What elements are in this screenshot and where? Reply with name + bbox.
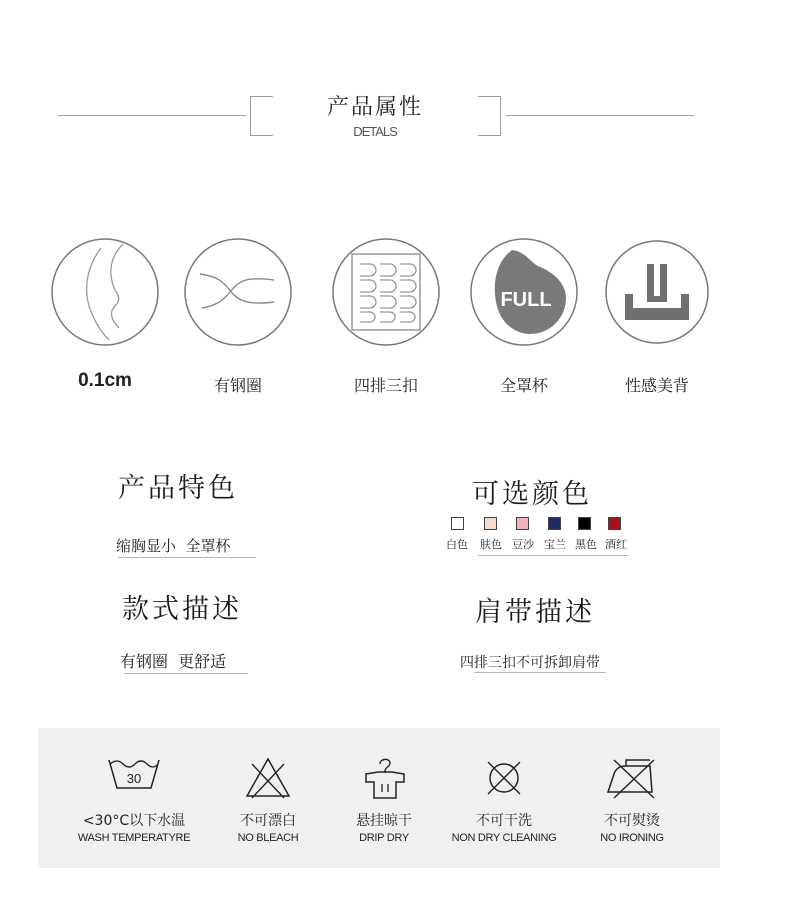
- feature-label: 全罩杯: [499, 376, 548, 395]
- care-label-en: NO IRONING: [600, 832, 664, 844]
- colors-underline: [478, 555, 628, 556]
- feature-underwire: [178, 236, 298, 395]
- care-label-cn: <30°C以下水温: [82, 813, 186, 829]
- style-text: 有钢圈 更舒适: [120, 652, 227, 671]
- care-label-cn: 悬挂晾干: [356, 813, 412, 829]
- care-label-cn: 不可干洗: [476, 813, 532, 829]
- feature-label: 性感美背: [624, 376, 689, 395]
- colors-heading: 可选颜色: [472, 479, 592, 510]
- care-label-en: DRIP DRY: [359, 832, 409, 844]
- color-swatch-black[interactable]: [578, 517, 591, 530]
- drip-dry-icon: [360, 756, 408, 800]
- care-label-cn: 不可熨烫: [604, 813, 660, 829]
- color-label-wine: 酒红: [605, 538, 627, 551]
- header-left-bracket: [250, 96, 273, 136]
- feature-label: 有钢圈: [213, 376, 262, 395]
- care-instructions-panel: [38, 728, 720, 868]
- feature-hook-eye: [326, 236, 446, 395]
- color-label-skin: 肤色: [480, 538, 502, 551]
- color-swatch-navy[interactable]: [548, 517, 561, 530]
- color-swatch-skin[interactable]: [484, 517, 497, 530]
- page-subtitle: DETALS: [353, 124, 397, 139]
- color-label-navy: 宝兰: [544, 538, 566, 551]
- strap-heading: 肩带描述: [475, 597, 595, 628]
- header-right-bracket: [478, 96, 501, 136]
- feature-full-cup: [464, 236, 584, 395]
- full-cup-icon: [468, 236, 580, 348]
- product-features-heading: 产品特色: [118, 473, 238, 504]
- feature-label: 0.1cm: [78, 370, 132, 391]
- style-underline: [124, 673, 248, 674]
- product-features-text: 缩胸显小 全罩杯: [116, 537, 231, 555]
- care-label-cn: 不可漂白: [240, 813, 296, 829]
- color-swatch-wine[interactable]: [608, 517, 621, 530]
- strap-underline: [474, 672, 606, 673]
- full-cup-badge: FULL: [500, 289, 552, 311]
- color-swatch-bean-paste[interactable]: [516, 517, 529, 530]
- wash-temperature-value: 30: [126, 771, 142, 786]
- header-left-line: [58, 115, 246, 116]
- style-heading: 款式描述: [122, 594, 242, 625]
- u-back-icon: [601, 236, 713, 348]
- feature-thin-strap: [45, 236, 165, 391]
- care-label-en: NON DRY CLEANING: [451, 832, 557, 844]
- no-dry-clean-icon: [482, 756, 526, 800]
- care-label-en: NO BLEACH: [237, 832, 299, 844]
- strap-text: 四排三扣不可拆卸肩带: [460, 655, 600, 671]
- thin-strap-icon: [49, 236, 161, 348]
- page-title: 产品属性: [326, 95, 423, 120]
- header-right-line: [506, 115, 694, 116]
- care-label-en: WASH TEMPERATYRE: [77, 832, 191, 844]
- color-label-bean-paste: 豆沙: [512, 538, 534, 551]
- feature-u-back: [597, 236, 717, 395]
- feature-label: 四排三扣: [353, 376, 418, 395]
- color-label-black: 黑色: [575, 538, 597, 551]
- underwire-icon: [182, 236, 294, 348]
- no-bleach-icon: [244, 756, 292, 800]
- no-ironing-icon: [604, 756, 660, 800]
- color-label-white: 白色: [446, 538, 468, 551]
- color-swatch-white[interactable]: [451, 517, 464, 530]
- product-features-underline: [118, 557, 256, 558]
- hook-eye-icon: [330, 236, 442, 348]
- wash-30-icon: [107, 756, 161, 792]
